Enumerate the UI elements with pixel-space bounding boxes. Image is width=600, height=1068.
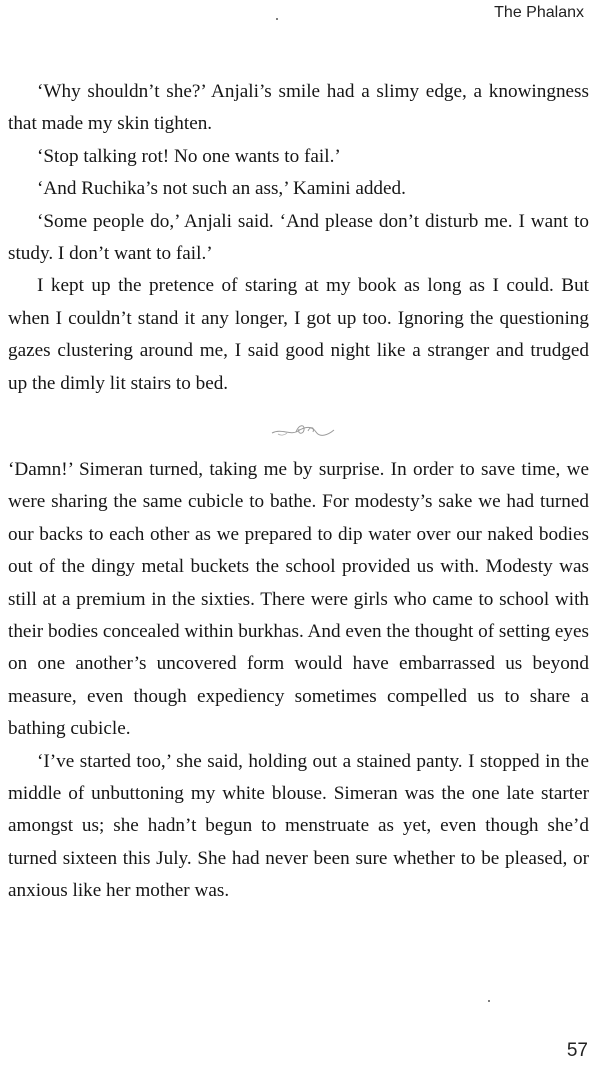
paragraph: ‘Some people do,’ Anjali said. ‘And please don’t disturb me. I want to study. I don’t want to fail.’ — [8, 210, 589, 265]
print-speck — [276, 18, 278, 20]
paragraph: ‘Damn!’ Simeran turned, taking me by surprise. In order to save time, we were sharing the same cubicle to bathe. For modesty’s sake we had turned our backs to each other as we prepared to dip water over our naked bodies out of the dingy metal buckets the school provided us with. Modesty was still at a premium in the sixties. There were girls who came to school with their bodies concealed within burkhas. And even the thought of setting eyes on one another’s uncovered form would have embarrassed us beyond measure, even though expediency sometimes compelled us to share a bathing cubicle. — [8, 459, 589, 740]
section-one — [8, 76, 589, 400]
page-number: 57 — [566, 1040, 588, 1061]
section-two — [8, 454, 589, 908]
paragraph: ‘Stop talking rot! No one wants to fail.’ — [37, 145, 341, 167]
running-head-title: The Phalanx — [494, 4, 584, 21]
print-speck — [488, 1000, 490, 1002]
paragraph: I kept up the pretence of staring at my book as long as I could. But when I couldn’t stand it any longer, I got up too. Ignoring the questioning gazes clustering around me, I said good night like a stranger and trudged up the dimly lit stairs to bed. — [8, 275, 589, 394]
paragraph: ‘Why shouldn’t she?’ Anjali’s smile had a slimy edge, a knowingness that made my skin tighten. — [8, 81, 589, 135]
paragraph: ‘And Ruchika’s not such an ass,’ Kamini added. — [37, 178, 406, 200]
paragraph: ‘I’ve started too,’ she said, holding out a stained panty. I stopped in the middle of unbuttoning my white blouse. Simeran was the one late starter amongst us; she hadn’t begun to menstruate as yet, even though she’d turned sixteen this July. She had never been sure whether to be pleased, or anxious like her mother was. — [8, 750, 589, 902]
scroll-flourish-icon — [268, 420, 338, 440]
